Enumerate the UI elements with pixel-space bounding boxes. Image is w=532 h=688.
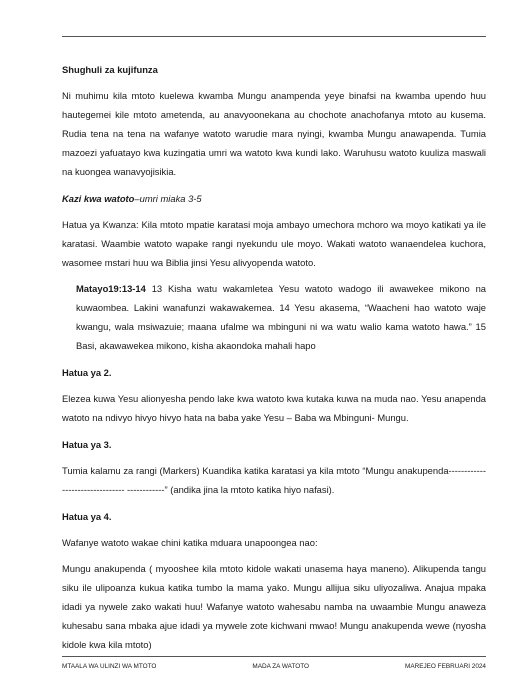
header-rule <box>62 36 486 37</box>
document-body <box>62 60 486 654</box>
verse-reference: Matayo19:13-14 <box>76 283 146 294</box>
step4-heading: Hatua ya 4. <box>62 511 112 522</box>
task-age: –umri miaka 3-5 <box>134 193 202 204</box>
step4-intro: Wafanye watoto wakae chini katika mduara unapoongea nao: <box>62 537 318 548</box>
task-heading <box>62 189 486 208</box>
intro-paragraph: Ni muhimu kila mtoto kuelewa kwamba Mungu anampenda yeye binafsi na kwamba upendo huu hautegemei kile mtoto ametenda, au anavyoonekana au chochote anachofanya mtoto au kusema. Rudia tena na tena na wafanye watoto warudie mara nyingi, kwamba Mungu anawapenda. Tumia mazoezi yafuatayo kwa kuzingatia umri wa watoto kwa kundi lako. Waruhusu watoto kuuliza maswali na kuongea wanavyojisikia. <box>62 90 486 177</box>
page-footer <box>62 663 486 670</box>
verse-text: 13 Kisha watu wakamletea Yesu watoto wadogo ili awawekee mikono na kuwaombea. Lakini wanafunzi wakawakemea. 14 Yesu akasema, “Waacheni hao watoto waje kwangu, wala msiwazuie; maana ufalme wa mbinguni ni wa watu walio kama watoto hawa.” 15 Basi, akawawekea mikono, kisha akaondoka mahali hapo <box>76 283 486 351</box>
task-title: Kazi kwa watoto <box>62 193 135 204</box>
footer-left: MTAALA WA ULINZI WA MTOTO <box>62 663 157 670</box>
step4-paragraph: Mungu anakupenda ( myooshee kila mtoto kidole wakati unasema haya maneno). Alikupenda tangu siku ile ulipoanza kukua katika tumbo la mama yako. Mungu allijua siku uliyozaliwa. Anajua mpaka idadi ya nywele zako wakati huu! Wafanye watoto wahesabu namba na uwaambie Mungu anaweza kuhesabu sana mbaka ajue idadi ya mywele zote kichwani mwao! Mungu anakupenda wewe (nyosha kidole kwa kila mtoto) <box>62 563 486 650</box>
footer-center: MADA ZA WATOTO <box>252 663 309 670</box>
step3-paragraph: Tumia kalamu za rangi (Markers) Kuandika katika karatasi ya kila mtoto “Mungu anakupenda-------------------------------- ------------” (andika jina la mtoto katika hiyo nafasi). <box>62 465 486 495</box>
footer-right: MAREJEO FEBRUARI 2024 <box>405 663 486 670</box>
step2-paragraph: Elezea kuwa Yesu alionyesha pendo lake kwa watoto kwa kutaka kuwa na muda nao. Yesu anapenda watoto na ndivyo hivyo hivyo hata na baba yake Yesu – Baba wa Mbinguni- Mungu. <box>62 393 486 423</box>
section-heading: Shughuli za kujifunza <box>62 64 158 75</box>
bible-verse <box>62 279 486 355</box>
footer-rule <box>62 656 486 657</box>
step2-heading: Hatua ya 2. <box>62 367 112 378</box>
step3-heading: Hatua ya 3. <box>62 439 112 450</box>
step1-paragraph: Hatua ya Kwanza: Kila mtoto mpatie karatasi moja ambayo umechora mchoro wa moyo katikati ya ile karatasi. Waambie watoto wapake rangi nyekundu ule moyo. Wakati watoto wanaendelea kuchora, wasomee mstari huu wa Biblia jinsi Yesu alivyopenda watoto. <box>62 219 486 268</box>
